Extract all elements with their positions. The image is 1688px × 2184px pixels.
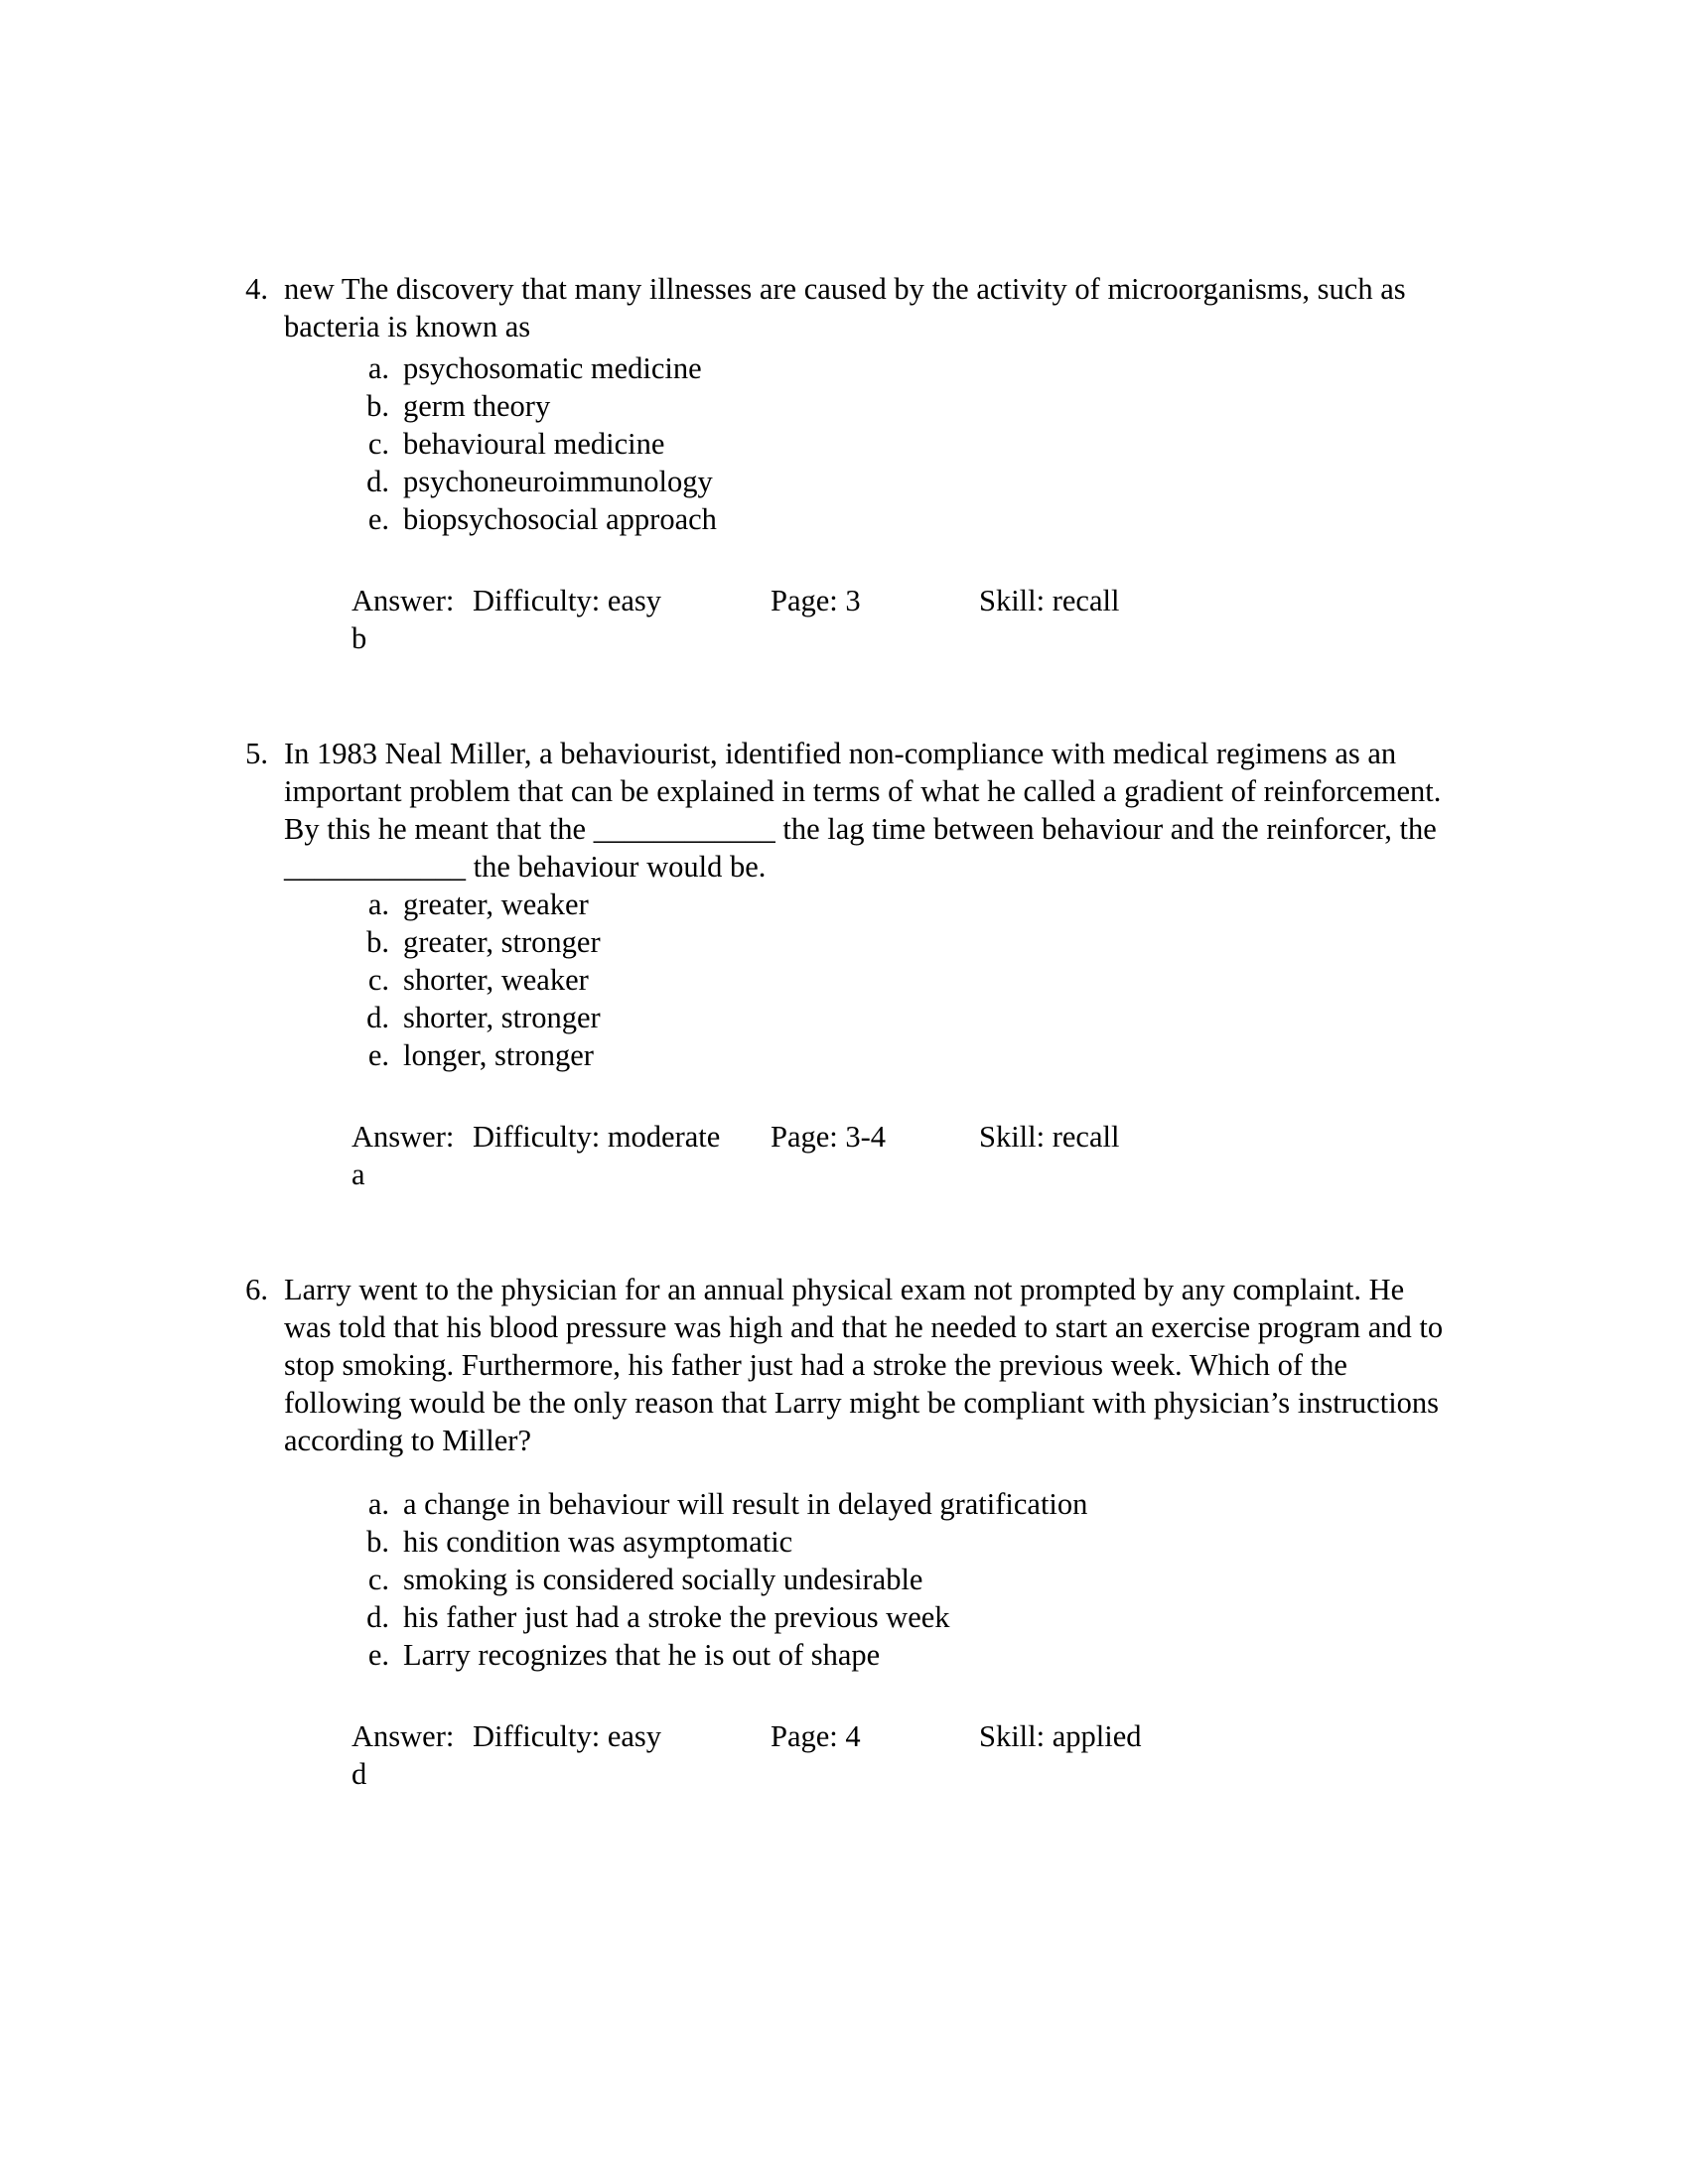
- page-label: Page: 4: [771, 1719, 861, 1753]
- option-text: shorter, stronger: [403, 1001, 601, 1034]
- option-text: shorter, weaker: [403, 963, 589, 997]
- option-item[interactable]: [284, 463, 1453, 500]
- question-stem: new The discovery that many illnesses are caused by the activity of microorganisms, such as bacteria is known as: [284, 272, 1406, 343]
- option-item[interactable]: [284, 1523, 1453, 1561]
- option-item[interactable]: [284, 961, 1453, 999]
- spacer: [236, 657, 1453, 735]
- option-text: greater, weaker: [403, 887, 589, 921]
- option-letter: c.: [367, 1563, 389, 1596]
- option-letter: b.: [366, 925, 389, 959]
- option-letter: d.: [366, 465, 389, 498]
- option-letter: a.: [367, 887, 389, 921]
- option-letter: d.: [366, 1001, 389, 1034]
- option-item[interactable]: [284, 1598, 1453, 1636]
- page-label: Page: 3-4: [771, 1120, 887, 1154]
- question-metadata: [284, 1118, 1453, 1193]
- option-letter: d.: [366, 1600, 389, 1634]
- option-text: greater, stronger: [403, 925, 601, 959]
- option-letter: b.: [366, 1525, 389, 1559]
- option-item[interactable]: [284, 349, 1453, 387]
- question-body: [284, 270, 1453, 657]
- spacer: [284, 538, 1453, 582]
- question-metadata: [284, 1717, 1453, 1793]
- question-item: [236, 735, 1453, 1193]
- option-text: his condition was asymptomatic: [403, 1525, 793, 1559]
- answer-label: Answer: b: [352, 584, 455, 655]
- option-text: his father just had a stroke the previous week: [403, 1600, 950, 1634]
- option-item[interactable]: [284, 1636, 1453, 1674]
- difficulty-label: Difficulty: easy: [473, 584, 662, 617]
- question-number: 6.: [245, 1273, 268, 1306]
- spacer: [236, 1193, 1453, 1271]
- option-item[interactable]: [284, 387, 1453, 425]
- option-letter: e.: [367, 1038, 389, 1072]
- option-text: Larry recognizes that he is out of shape: [403, 1638, 881, 1672]
- answer-label: Answer: a: [352, 1120, 455, 1191]
- question-number: 4.: [245, 272, 268, 306]
- spacer: [284, 1459, 1453, 1485]
- option-item[interactable]: [284, 1561, 1453, 1598]
- option-letter: a.: [367, 1487, 389, 1521]
- difficulty-label: Difficulty: easy: [473, 1719, 662, 1753]
- option-item[interactable]: [284, 1036, 1453, 1074]
- skill-label: Skill: recall: [979, 584, 1120, 617]
- question-stem: Larry went to the physician for an annual physical exam not prompted by any complaint. He was told that his blood pressure was high and that he needed to start an exercise program and to stop smoking. Furthermore, his father just had a stroke the previous week. Which of the following would be the only reason that Larry might be compliant with physician’s instructions according to Miller?: [284, 1273, 1444, 1457]
- question-metadata: [284, 582, 1453, 657]
- question-body: [284, 735, 1453, 1193]
- option-letter: c.: [367, 963, 389, 997]
- answer-options: [284, 886, 1453, 1074]
- spacer: [284, 1674, 1453, 1717]
- option-text: psychoneuroimmunology: [403, 465, 713, 498]
- option-text: smoking is considered socially undesirable: [403, 1563, 923, 1596]
- option-text: longer, stronger: [403, 1038, 594, 1072]
- option-text: germ theory: [403, 389, 551, 423]
- option-item[interactable]: [284, 1485, 1453, 1523]
- option-letter: b.: [366, 389, 389, 423]
- option-item[interactable]: [284, 500, 1453, 538]
- option-item[interactable]: [284, 425, 1453, 463]
- option-letter: c.: [367, 427, 389, 461]
- option-item[interactable]: [284, 923, 1453, 961]
- option-text: a change in behaviour will result in delayed gratification: [403, 1487, 1088, 1521]
- question-item: [236, 270, 1453, 657]
- option-text: psychosomatic medicine: [403, 351, 702, 385]
- question-number: 5.: [245, 737, 268, 770]
- option-item[interactable]: [284, 999, 1453, 1036]
- answer-label: Answer: d: [352, 1719, 455, 1791]
- answer-options: [284, 349, 1453, 538]
- option-item[interactable]: [284, 886, 1453, 923]
- question-body: [284, 1271, 1453, 1793]
- answer-options: [284, 1485, 1453, 1674]
- question-stem: In 1983 Neal Miller, a behaviourist, identified non-compliance with medical regimens as an important problem that can be explained in terms of what he called a gradient of reinforcement. By this he meant that the ____________ the lag time between behaviour and the reinforcer, the ____________ the behaviour would be.: [284, 737, 1442, 884]
- option-text: biopsychosocial approach: [403, 502, 717, 536]
- option-letter: a.: [367, 351, 389, 385]
- option-letter: e.: [367, 1638, 389, 1672]
- skill-label: Skill: recall: [979, 1120, 1120, 1154]
- option-text: behavioural medicine: [403, 427, 665, 461]
- question-list: [236, 270, 1453, 1793]
- option-letter: e.: [367, 502, 389, 536]
- skill-label: Skill: applied: [979, 1719, 1142, 1753]
- spacer: [284, 1074, 1453, 1118]
- difficulty-label: Difficulty: moderate: [473, 1120, 721, 1154]
- question-item: [236, 1271, 1453, 1793]
- page-label: Page: 3: [771, 584, 861, 617]
